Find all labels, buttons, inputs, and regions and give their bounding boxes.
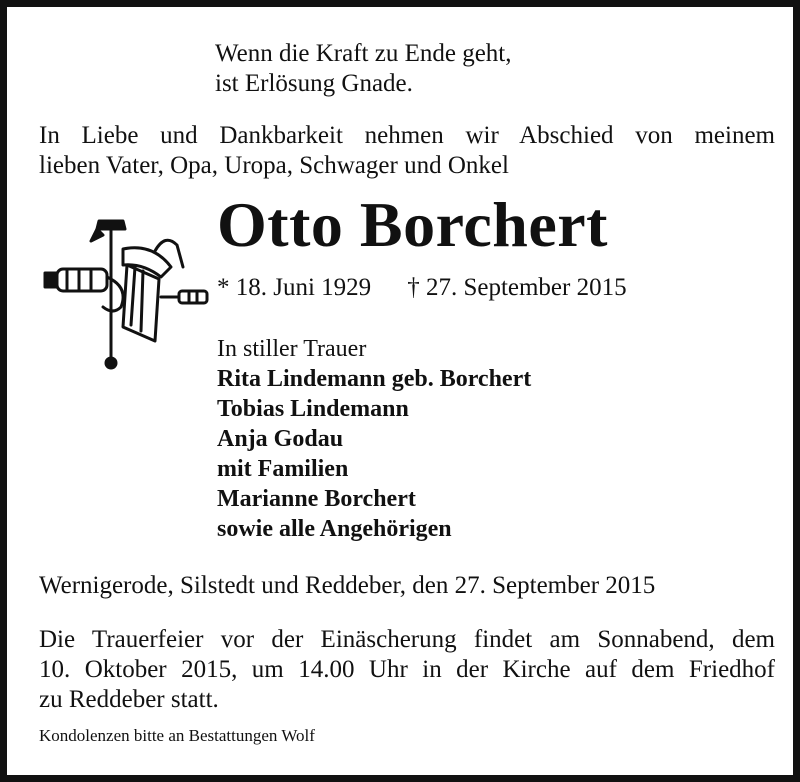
mourner-3: Anja Godau xyxy=(217,426,344,452)
birth-date: * 18. Juni 1929 xyxy=(217,274,372,301)
place-date: Wernigerode, Silstedt und Reddeber, den 27. September 2015 xyxy=(39,572,656,599)
funeral-line-3: zu Reddeber statt. xyxy=(39,686,219,713)
firefighter-emblem-icon xyxy=(43,207,213,377)
motto-line-2: ist Erlösung Gnade. xyxy=(215,70,413,97)
death-date: † 27. September 2015 xyxy=(407,274,627,301)
condolences-note: Kondolenzen bitte an Bestattungen Wolf xyxy=(39,726,315,745)
funeral-line-2: 10. Oktober 2015, um 14.00 Uhr in der Kirche auf dem Friedhof xyxy=(39,656,775,683)
life-dates xyxy=(217,275,627,300)
mourning-heading: In stiller Trauer xyxy=(217,336,367,362)
mourner-1: Rita Lindemann geb. Borchert xyxy=(217,366,532,392)
funeral-line-1: Die Trauerfeier vor der Einäscherung findet am Sonnabend, dem xyxy=(39,626,775,653)
motto-line-1: Wenn die Kraft zu Ende geht, xyxy=(215,40,512,67)
mourner-6: sowie alle Angehörigen xyxy=(217,516,452,542)
intro-line-2: lieben Vater, Opa, Uropa, Schwager und Onkel xyxy=(39,152,509,179)
mourner-4: mit Familien xyxy=(217,456,349,482)
deceased-name: Otto Borchert xyxy=(217,189,608,260)
mourner-5: Marianne Borchert xyxy=(217,486,416,512)
intro-line-1: In Liebe und Dankbarkeit nehmen wir Abschied von meinem xyxy=(39,122,775,149)
mourner-2: Tobias Lindemann xyxy=(217,396,409,422)
